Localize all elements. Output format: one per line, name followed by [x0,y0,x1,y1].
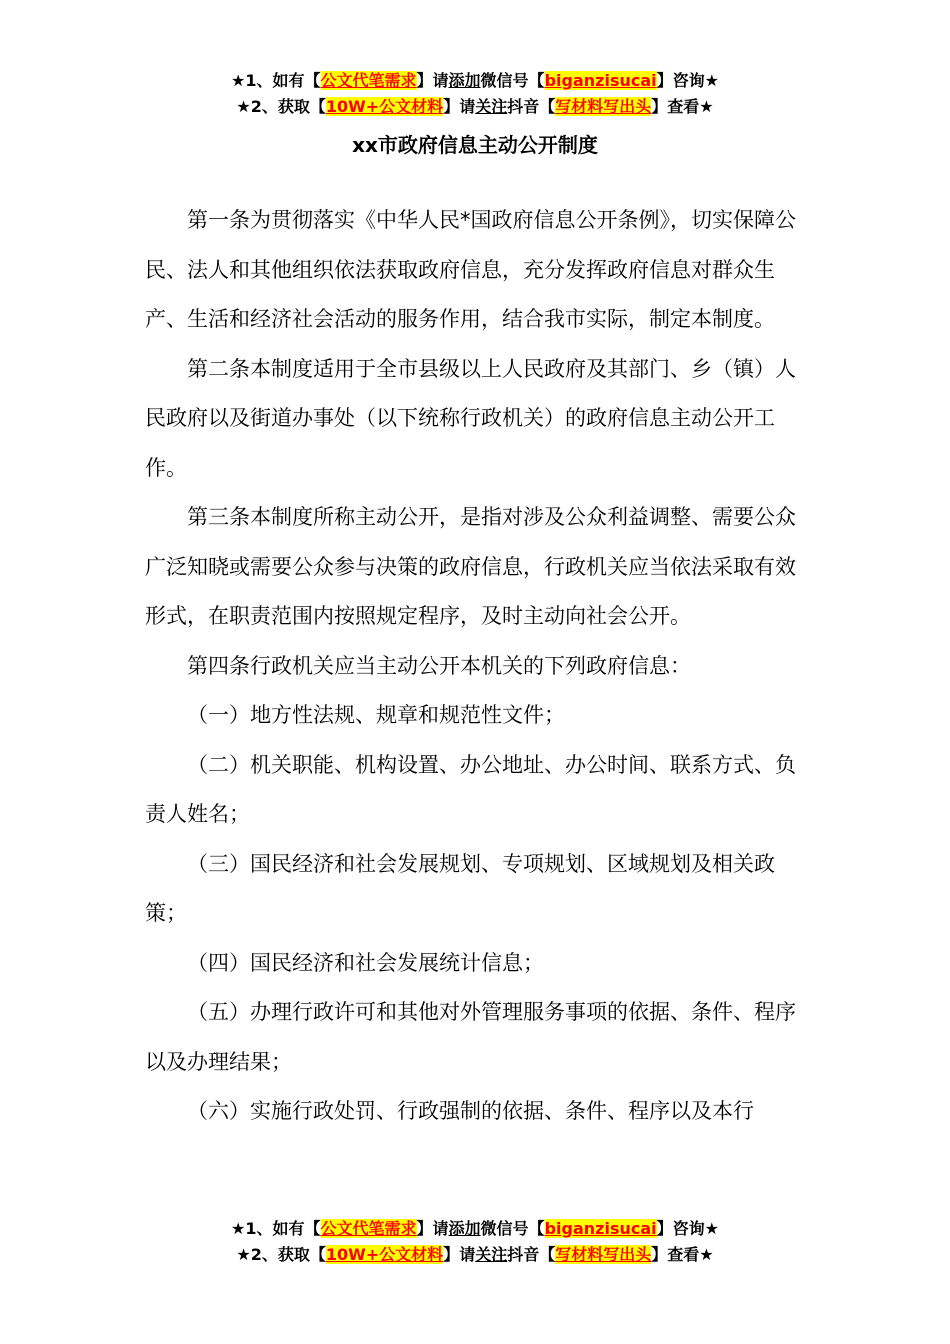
banner-highlight: biganzisucai [544,1219,657,1238]
banner-highlight: 10W+公文材料 [325,97,444,116]
list-item-6: （六）实施行政处罚、行政强制的依据、条件、程序以及本行 [187,1099,754,1123]
paragraph-article-3: 第三条本制度所称主动公开，是指对涉及公众利益调整、需要公众广泛知晓或需要公众参与决策的政府信息，行政机关应当依法采取有效形式，在职责范围内按照规定程序，及时主动向社会公开。 [145,505,796,628]
banner-text: 微信号【 [480,71,545,90]
banner-underline: 关注 [475,1245,508,1264]
banner-text: 】请 [443,97,476,116]
banner-text: 】请 [416,1219,449,1238]
banner-line-1 [0,68,950,94]
banner-underline: 关注 [475,97,508,116]
list-item-1: （一）地方性法规、规章和规范性文件； [187,703,565,727]
list-item-3: （三）国民经济和社会发展规划、专项规划、区域规划及相关政策； [145,851,775,925]
banner-highlight: 公文代笔需求 [320,1219,417,1238]
document-title: xx市政府信息主动公开制度 [352,133,598,157]
banner-text: 】查看★ [651,1245,714,1264]
banner-text: ★1、如有【 [231,1219,321,1238]
paragraph-article-1: 第一条为贯彻落实《中华人民*国政府信息公开条例》，切实保障公民、法人和其他组织依法获取政府信息，充分发挥政府信息对群众生产、生活和经济社会活动的服务作用，结合我市实际，制定本制度。 [145,208,796,331]
banner-text: ★2、获取【 [236,1245,326,1264]
banner-text: ★2、获取【 [236,97,326,116]
banner-text: 微信号【 [480,1219,545,1238]
list-item-4: （四）国民经济和社会发展统计信息； [187,950,544,975]
paragraph-article-2: 第二条本制度适用于全市县级以上人民政府及其部门、乡（镇）人民政府以及街道办事处（以下统称行政机关）的政府信息主动公开工作。 [145,356,796,480]
footer-banner [0,1216,950,1268]
banner-line-2 [0,94,950,120]
banner-highlight: 写材料写出头 [555,97,652,116]
banner-text: 】请 [416,71,449,90]
banner-underline: 添加 [448,71,481,90]
banner-text: 】请 [443,1245,476,1264]
banner-text: 抖音【 [507,1245,556,1264]
banner-text: 】咨询★ [656,71,719,90]
banner-line-1 [0,1216,950,1242]
banner-highlight: 10W+公文材料 [325,1245,444,1264]
banner-line-2 [0,1242,950,1268]
banner-text: 抖音【 [507,97,556,116]
banner-text: ★1、如有【 [231,71,321,90]
document-body [145,196,810,1137]
banner-highlight: 公文代笔需求 [320,71,417,90]
banner-text: 】咨询★ [656,1219,719,1238]
banner-highlight: biganzisucai [544,71,657,90]
banner-underline: 添加 [448,1219,481,1238]
header-banner [0,68,950,120]
list-item-2: （二）机关职能、机构设置、办公地址、办公时间、联系方式、负责人姓名； [145,752,796,826]
list-item-5: （五）办理行政许可和其他对外管理服务事项的依据、条件、程序以及办理结果； [145,1000,796,1074]
banner-text: 】查看★ [651,97,714,116]
paragraph-article-4: 第四条行政机关应当主动公开本机关的下列政府信息： [187,653,691,678]
banner-highlight: 写材料写出头 [555,1245,652,1264]
